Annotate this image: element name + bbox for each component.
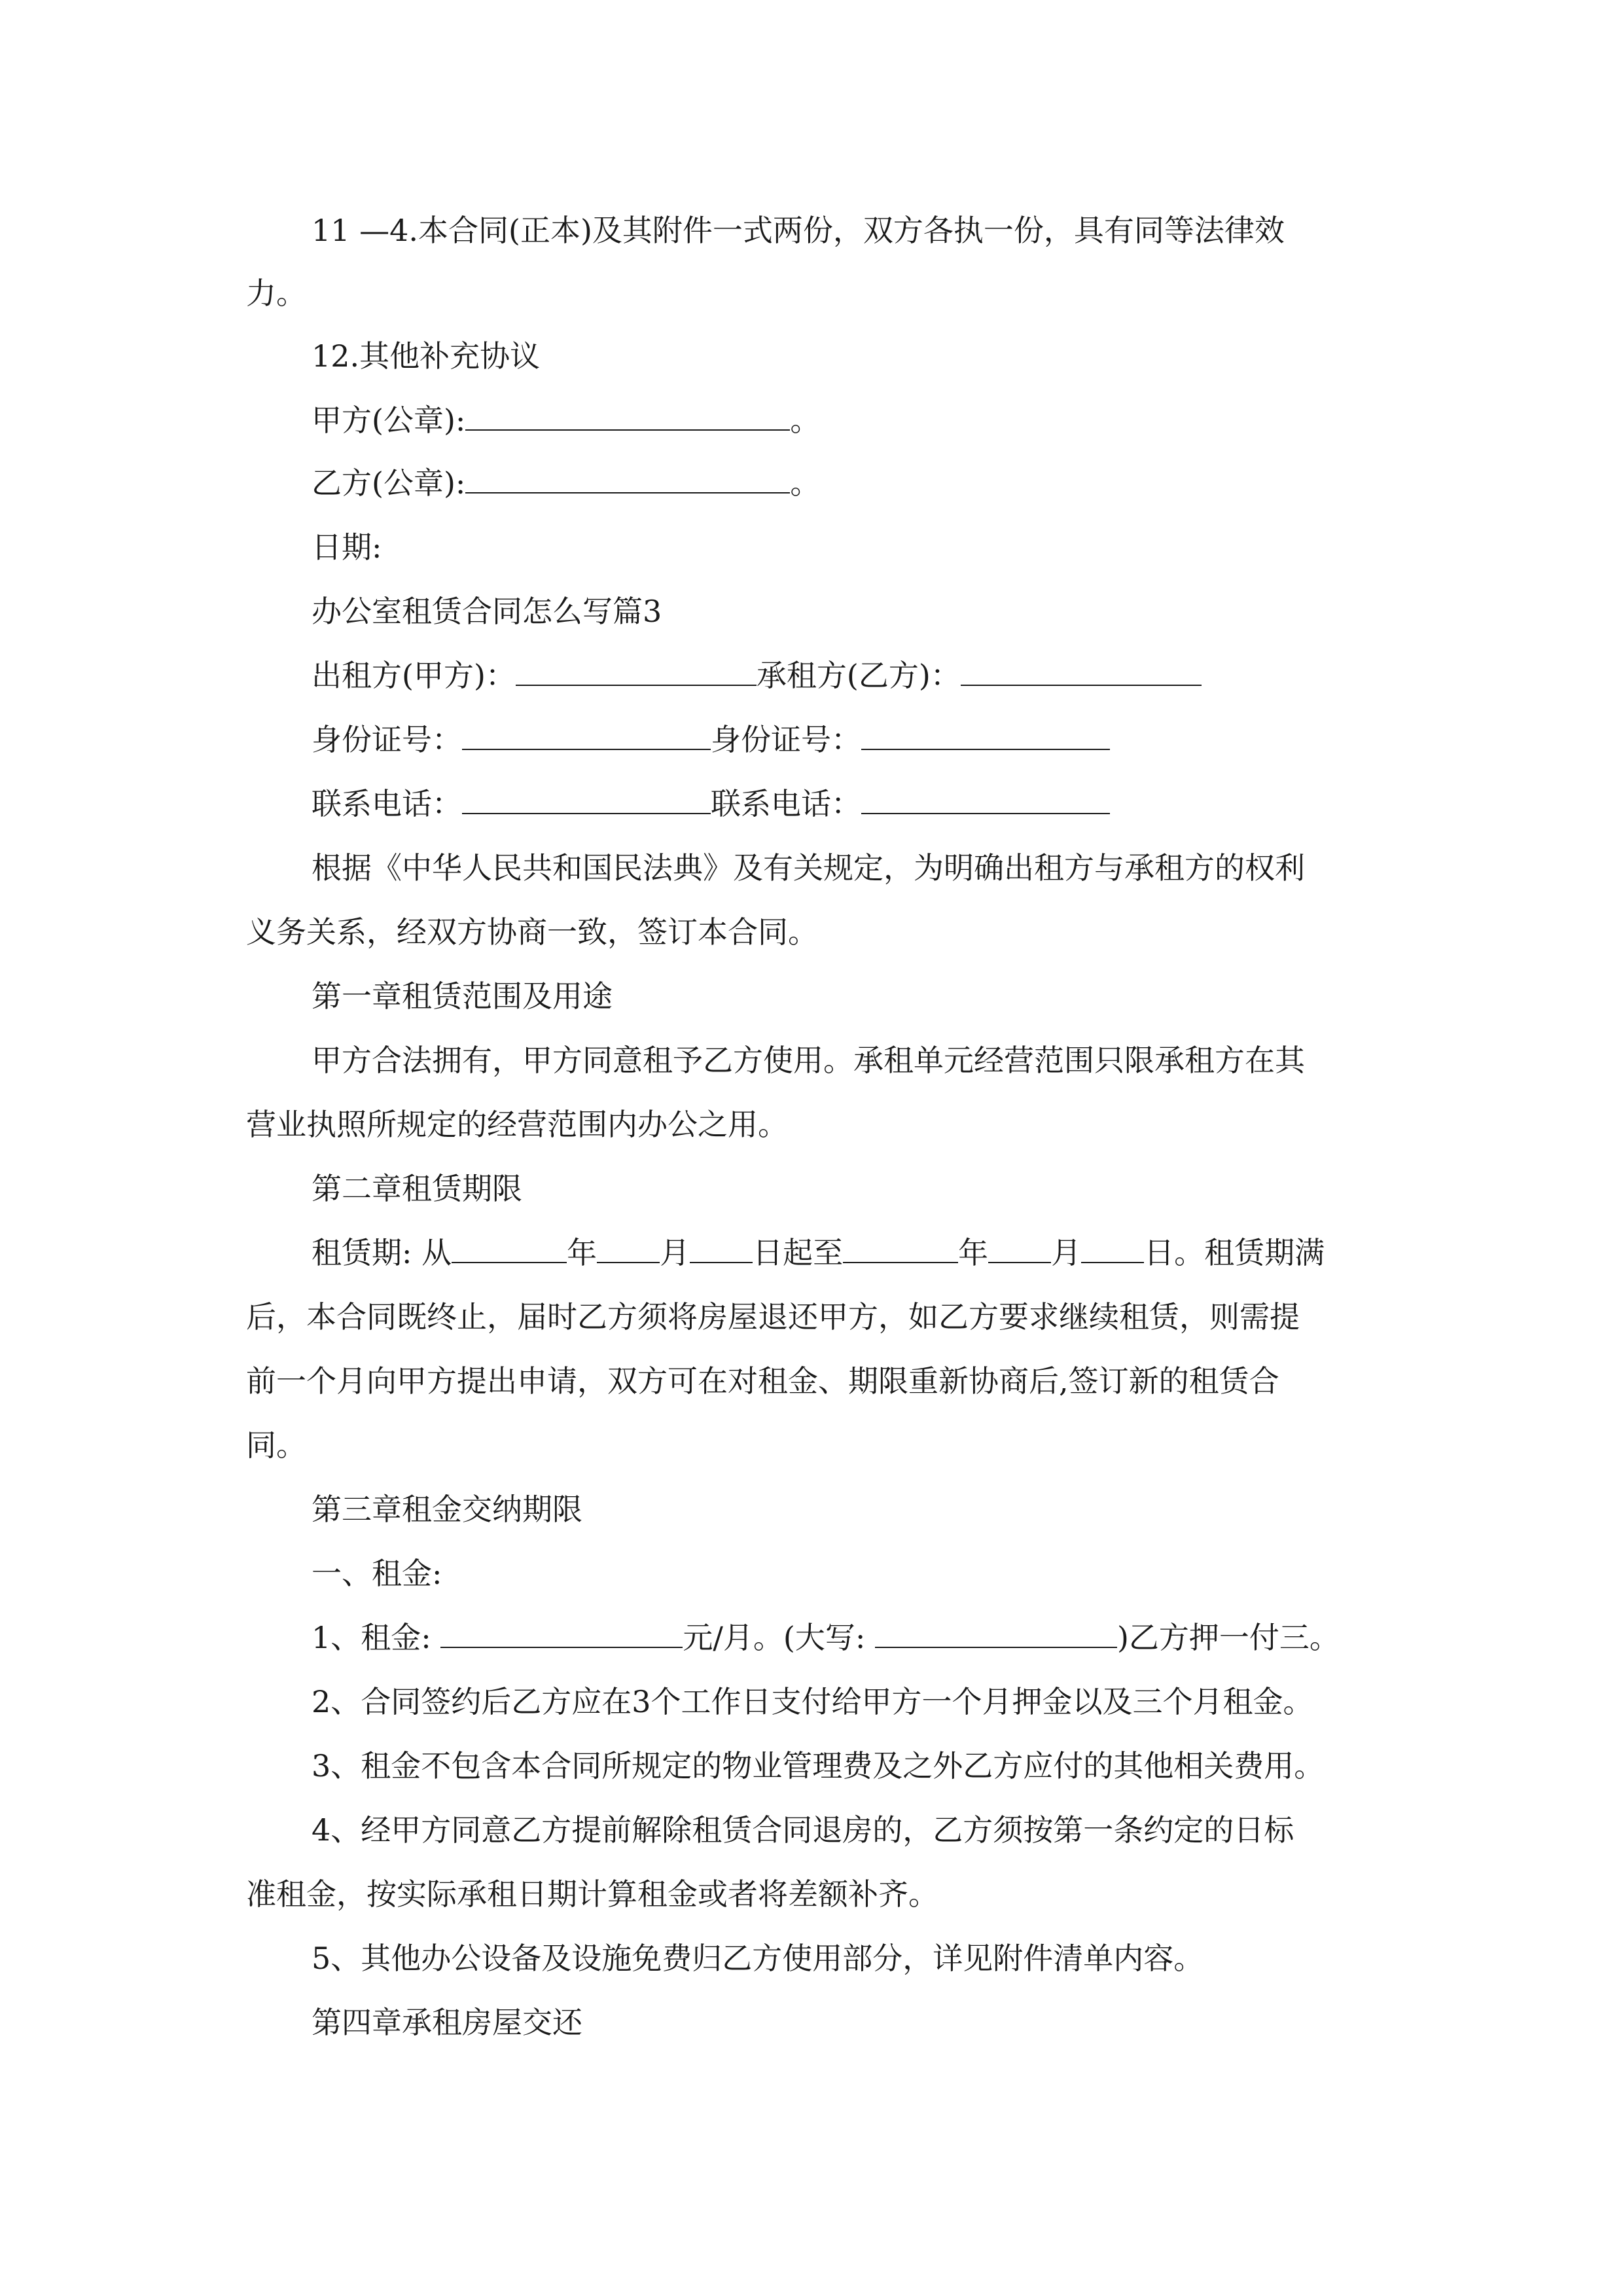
preamble-line-1: 根据《中华人民共和国民法典》及有关规定，为明确出租方与承租方的权利 bbox=[312, 850, 1305, 886]
clause-11-4-line-2: 力。 bbox=[246, 276, 306, 311]
section-title: 办公室租赁合同怎么写篇3 bbox=[312, 594, 662, 629]
lease-term-line-1: 租赁期: 从 年 月 日起至 年 月 日。租赁期满 bbox=[312, 1233, 1325, 1272]
party-a-seal-line: 甲方(公章): 。 bbox=[312, 401, 820, 440]
phone-b-blank bbox=[861, 784, 1110, 814]
lease-term-line-4: 同。 bbox=[246, 1427, 306, 1463]
phone-line: 联系电话： 联系电话： bbox=[312, 784, 1110, 823]
clause-11-4-line-1: 11 —4.本合同(正本)及其附件一式两份，双方各执一份，具有同等法律效 bbox=[312, 213, 1285, 248]
party-a-seal-blank bbox=[465, 401, 790, 431]
party-b-seal-blank bbox=[465, 463, 790, 493]
lease-term-line-2: 后，本合同既终止，届时乙方须将房屋退还甲方，如乙方要求继续租赁，则需提 bbox=[246, 1299, 1300, 1335]
lessor-lessee-line: 出租方(甲方)： 承租方(乙方)： bbox=[312, 656, 1202, 695]
preamble-line-2: 义务关系，经双方协商一致，签订本合同。 bbox=[246, 914, 818, 950]
lessor-blank bbox=[516, 656, 757, 686]
rent-item-1: 1、租金: 元/月。(大写: )乙方押一付三。 bbox=[312, 1618, 1340, 1657]
start-year-blank bbox=[452, 1233, 567, 1263]
chapter-4-title: 第四章承租房屋交还 bbox=[312, 2005, 582, 2040]
rent-heading: 一、租金: bbox=[312, 1556, 442, 1591]
phone-a-blank bbox=[462, 784, 711, 814]
chapter-1-text-line-1: 甲方合法拥有，甲方同意租予乙方使用。承租单元经营范围只限承租方在其 bbox=[312, 1043, 1305, 1078]
start-month-blank bbox=[597, 1233, 660, 1263]
id-number-b-blank bbox=[861, 720, 1110, 750]
chapter-2-title: 第二章租赁期限 bbox=[312, 1171, 522, 1206]
party-b-seal-line: 乙方(公章): 。 bbox=[312, 463, 820, 503]
rent-item-4-line-2: 准租金，按实际承租日期计算租金或者将差额补齐。 bbox=[246, 1876, 938, 1912]
end-day-blank bbox=[1081, 1233, 1144, 1263]
rent-item-3: 3、租金不包含本合同所规定的物业管理费及之外乙方应付的其他相关费用。 bbox=[312, 1748, 1325, 1784]
id-number-line: 身份证号： 身份证号： bbox=[312, 720, 1110, 759]
rent-amount-blank bbox=[440, 1618, 683, 1648]
chapter-1-title: 第一章租赁范围及用途 bbox=[312, 978, 613, 1014]
rent-item-5: 5、其他办公设备及设施免费归乙方使用部分，详见附件清单内容。 bbox=[312, 1941, 1204, 1976]
chapter-1-text-line-2: 营业执照所规定的经营范围内办公之用。 bbox=[246, 1107, 788, 1142]
end-month-blank bbox=[988, 1233, 1051, 1263]
clause-12-title: 12.其他补充协议 bbox=[312, 338, 541, 374]
date-line: 日期: bbox=[312, 529, 382, 565]
lessee-blank bbox=[961, 656, 1202, 686]
rent-amount-words-blank bbox=[875, 1618, 1117, 1648]
lease-term-line-3: 前一个月向甲方提出申请，双方可在对租金、期限重新协商后,签订新的租赁合 bbox=[246, 1363, 1279, 1399]
id-number-a-blank bbox=[462, 720, 711, 750]
start-day-blank bbox=[690, 1233, 753, 1263]
rent-item-2: 2、合同签约后乙方应在3个工作日支付给甲方一个月押金以及三个月租金。 bbox=[312, 1684, 1313, 1719]
rent-item-4-line-1: 4、经甲方同意乙方提前解除租赁合同退房的，乙方须按第一条约定的日标 bbox=[312, 1812, 1294, 1848]
chapter-3-title: 第三章租金交纳期限 bbox=[312, 1492, 582, 1527]
end-year-blank bbox=[843, 1233, 958, 1263]
